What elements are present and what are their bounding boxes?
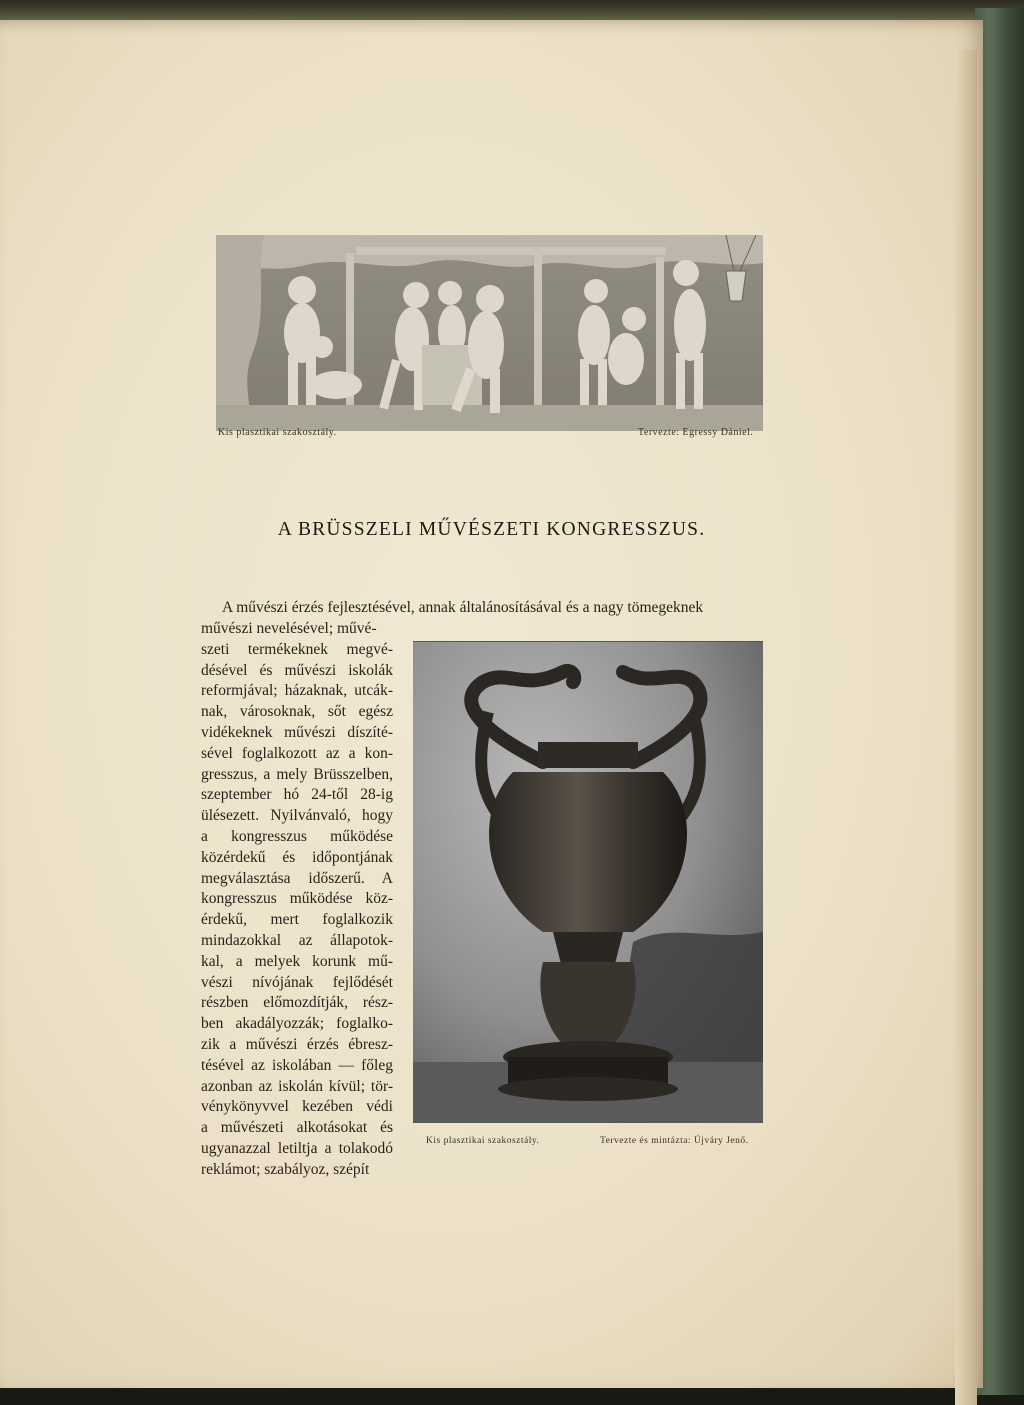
article-lead-line: A művészi érzés fejlesztésével, annak általánosításával és a nagy tömegeknek: [222, 599, 704, 616]
column-text-line: művészi nevelésével; művé-: [201, 620, 377, 637]
column-text-line: zik a művészi érzés ébresz-: [201, 1035, 393, 1053]
column-text-line: reklámot; szabályoz, szépít: [201, 1160, 370, 1178]
column-text-line: kal, a melyek korunk mű-: [201, 952, 393, 970]
column-text-line: vénykönyvvel kezében védi: [201, 1098, 393, 1116]
column-text-line: megválasztása időszerű. A: [201, 869, 393, 887]
column-text-line: azonban az iskolán kívül; tör-: [201, 1077, 393, 1095]
column-text-line: részben előmozdítják, rész-: [201, 994, 393, 1012]
column-text-line: kongresszus működése köz-: [201, 890, 393, 908]
column-text-line: vészi nívójának fejlődését: [201, 973, 393, 991]
top-image-caption-right: Tervezte: Egressy Dániel.: [638, 427, 754, 438]
column-text-line: ben akadályozzák; foglalko-: [201, 1015, 393, 1033]
column-text-line: mindazokkal az állapotok-: [201, 931, 393, 949]
vase-photo: [413, 641, 763, 1123]
article-title: A BRÜSSZELI MŰVÉSZETI KONGRESSZUS.: [277, 519, 706, 540]
book-page: [0, 20, 983, 1388]
article-column-text: [201, 619, 393, 1181]
book-cover-top: [0, 0, 1024, 22]
column-text-line: désével és művészi iskolák: [201, 661, 393, 679]
column-text-line: tésével az iskolában — főleg: [201, 1056, 393, 1074]
top-image-caption-left: Kis plasztikai szakosztály.: [218, 427, 337, 438]
column-text-line: érdekű, mert foglalkozik: [201, 911, 393, 929]
column-text-line: szeptember hó 24-től 28-ig: [201, 786, 393, 804]
column-text-line: sével foglalkozott az a kon-: [201, 744, 393, 762]
column-text-line: a művészeti alkotásokat és: [201, 1119, 393, 1137]
column-text-line: nak, városoknak, sőt egész: [201, 703, 393, 721]
column-text-line: reformjával; házaknak, utcák-: [201, 682, 393, 700]
relief-sculpture-image: [216, 235, 763, 431]
vase-image: [413, 642, 763, 1123]
column-text-line: a kongresszus működése: [201, 827, 393, 845]
column-text-line: ugyanazzal letiltja a tolakodó: [201, 1139, 393, 1157]
vase-image-caption-left: Kis plasztikai szakosztály.: [426, 1136, 540, 1146]
column-text-line: gresszus, a mely Brüsszelben,: [201, 765, 393, 783]
column-text-line: közérdekű és időpontjának: [201, 848, 393, 866]
column-text-line: vidékeknek művészi díszíté-: [201, 723, 393, 741]
relief-sculpture-photo: [216, 235, 763, 431]
page-fold-shadow: [955, 50, 977, 1405]
column-text-line: szeti termékeknek megvé-: [201, 640, 393, 658]
vase-image-caption-right: Tervezte és mintázta: Újváry Jenő.: [600, 1136, 749, 1146]
column-text-line: ülésezett. Nyilvánvaló, hogy: [201, 807, 393, 825]
